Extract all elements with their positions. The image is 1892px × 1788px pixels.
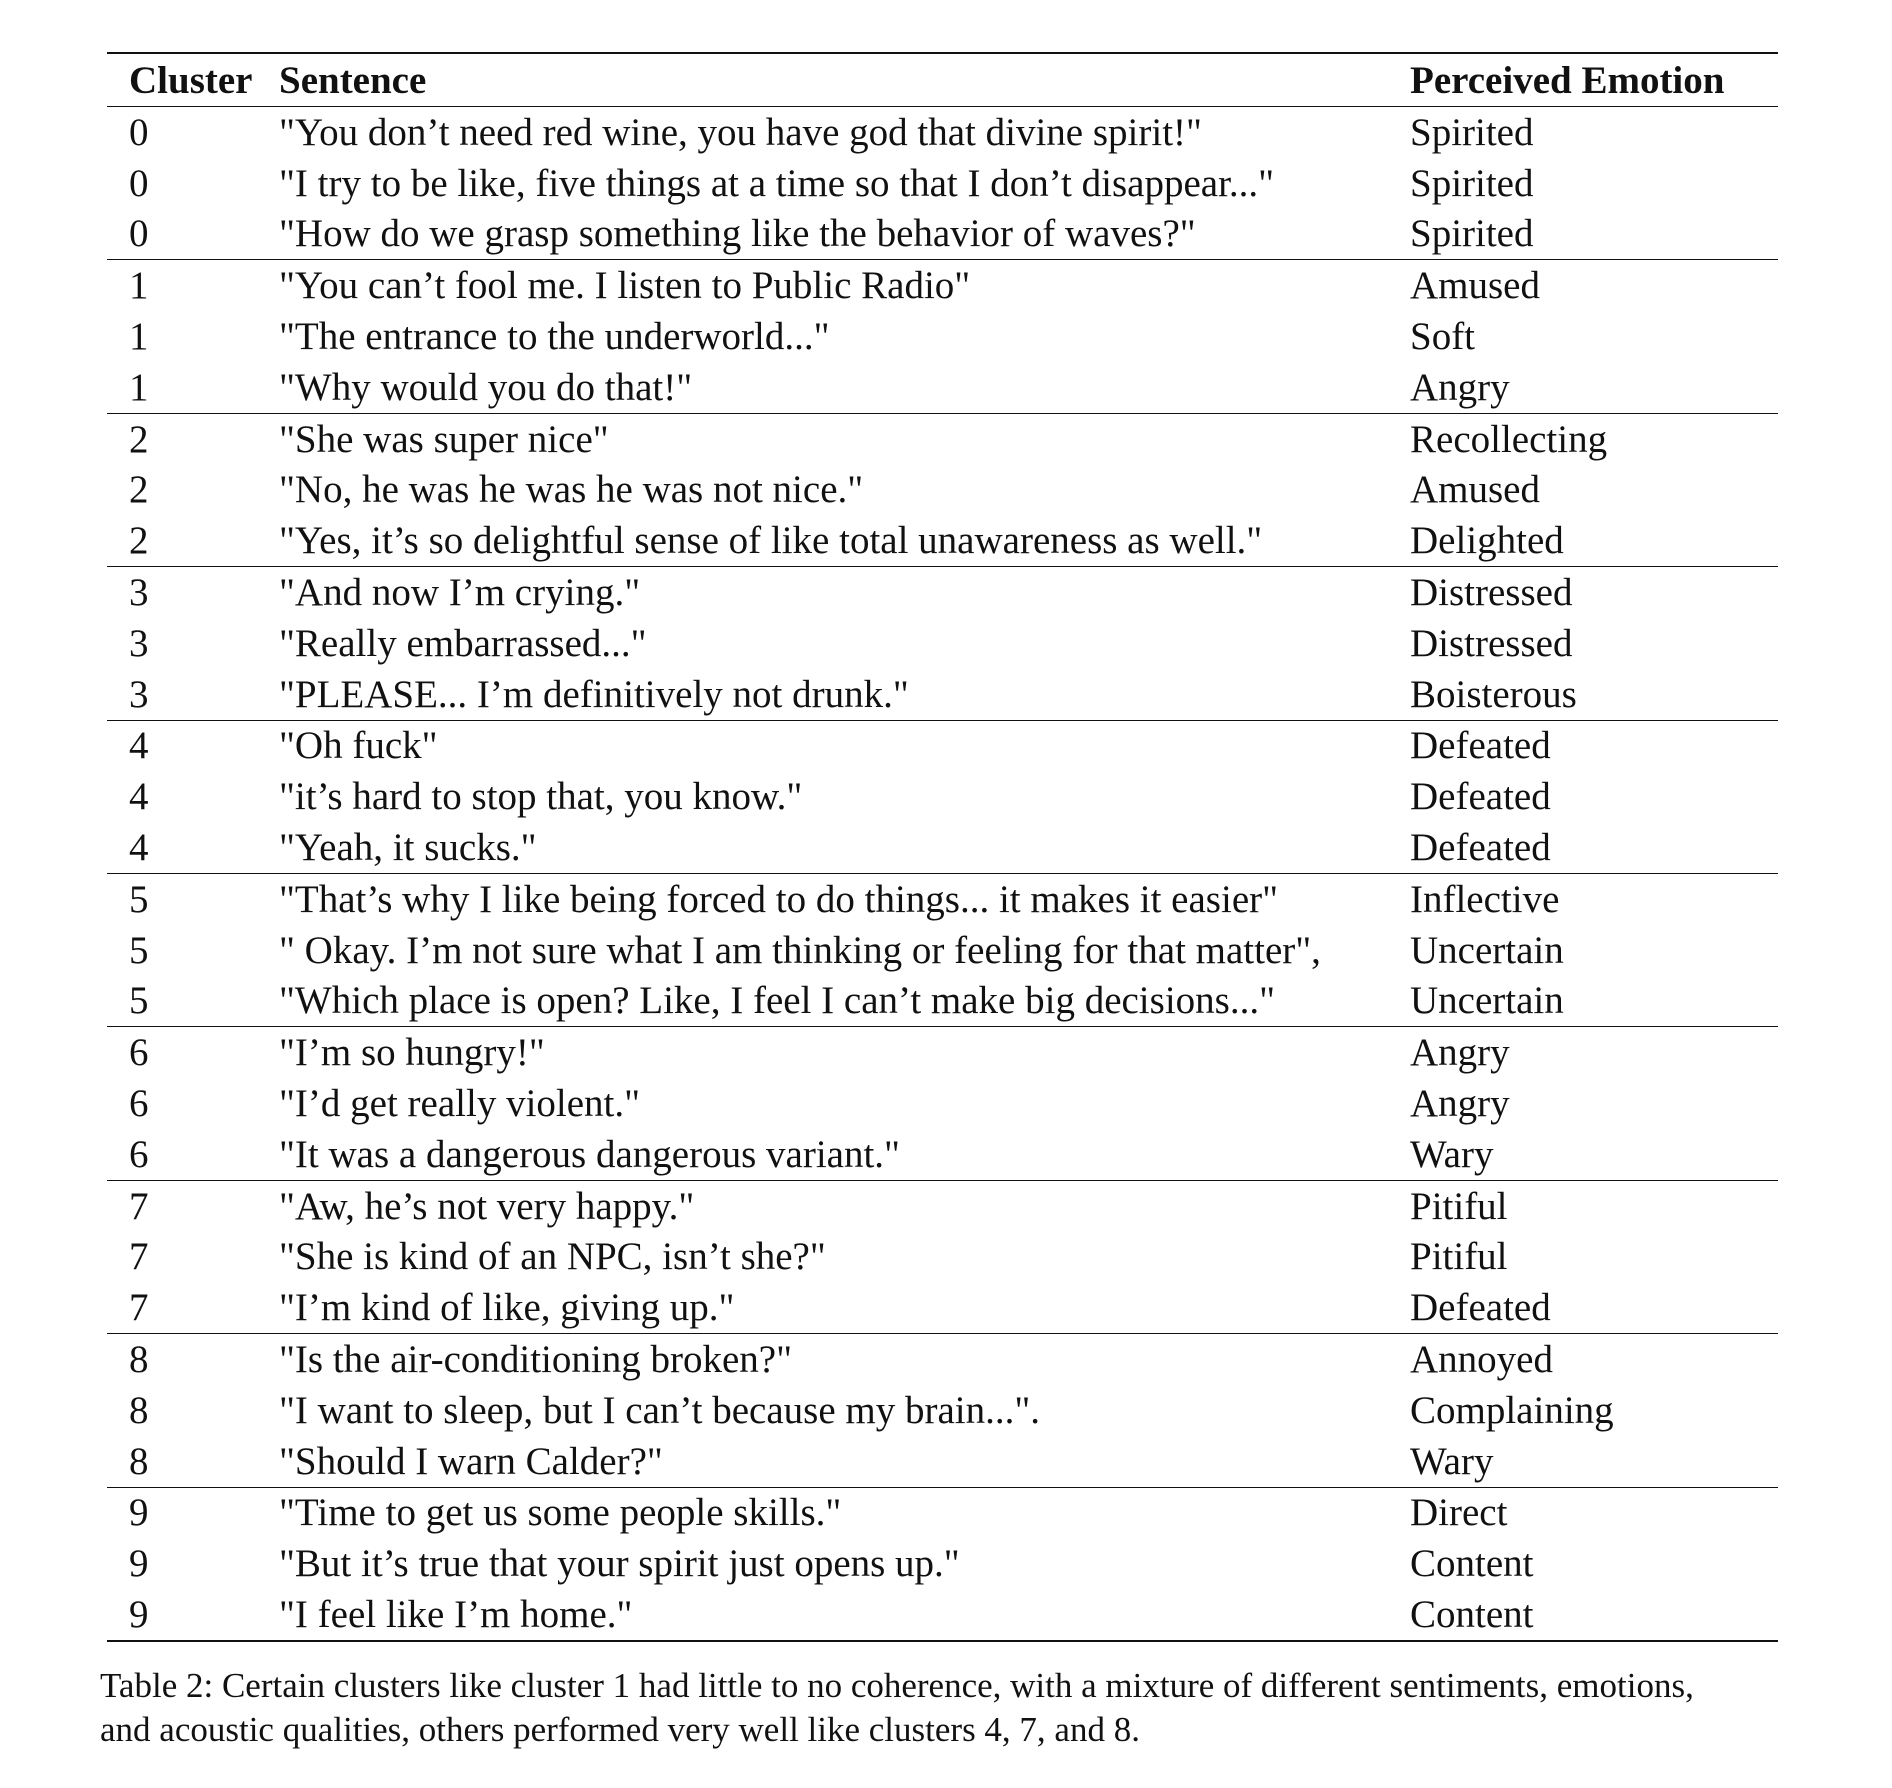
cell-sentence: "You don’t need red wine, you have god that divine spirit!": [279, 110, 1202, 154]
cell-emotion: Inflective: [1410, 877, 1560, 921]
cell-emotion: Annoyed: [1410, 1338, 1553, 1382]
cell-sentence: "Why would you do that!": [279, 365, 693, 409]
table-row: [107, 1180, 1778, 1231]
cell-emotion: Pitiful: [1410, 1184, 1508, 1228]
header-row: [107, 53, 1778, 107]
cell-sentence: "Is the air-conditioning broken?": [279, 1338, 792, 1382]
cell-sentence: "Should I warn Calder?": [279, 1439, 663, 1483]
cell-sentence: "Aw, he’s not very happy.": [279, 1184, 695, 1228]
cell-cluster: 2: [129, 519, 149, 563]
cell-sentence: "I’m so hungry!": [279, 1031, 545, 1075]
table-row: [107, 771, 1778, 822]
results-table: [107, 52, 1778, 1642]
cell-sentence: "it’s hard to stop that, you know.": [279, 775, 803, 819]
cell-cluster: 7: [129, 1235, 149, 1279]
cell-emotion: Angry: [1410, 365, 1510, 409]
table-row: [107, 1027, 1778, 1078]
cell-emotion: Amused: [1410, 264, 1540, 308]
cell-emotion: Spirited: [1410, 161, 1534, 205]
cell-cluster: 8: [129, 1338, 149, 1382]
cell-emotion: Defeated: [1410, 724, 1551, 768]
results-table-container: [107, 52, 1778, 1642]
table-row: [107, 1436, 1778, 1487]
cell-emotion: Amused: [1410, 468, 1540, 512]
header-sentence: Sentence: [279, 58, 427, 102]
table-row: [107, 1385, 1778, 1436]
cell-cluster: 3: [129, 672, 149, 716]
cell-cluster: 2: [129, 468, 149, 512]
cell-cluster: 0: [129, 212, 149, 256]
cell-sentence: "PLEASE... I’m definitively not drunk.": [279, 672, 909, 716]
table-row: [107, 158, 1778, 209]
table-row: [107, 1232, 1778, 1283]
table-row: [107, 976, 1778, 1027]
cell-emotion: Distressed: [1410, 621, 1573, 665]
table-row: [107, 925, 1778, 976]
table-row: [107, 362, 1778, 413]
cell-emotion: Spirited: [1410, 212, 1534, 256]
cell-cluster: 5: [129, 979, 149, 1023]
cell-sentence: "Yeah, it sucks.": [279, 826, 537, 870]
table-header: [107, 53, 1778, 107]
header-cluster: Cluster: [129, 58, 253, 102]
cell-sentence: "The entrance to the underworld...": [279, 315, 830, 359]
cell-emotion: Uncertain: [1410, 928, 1564, 972]
cell-cluster: 0: [129, 110, 149, 154]
cell-sentence: "But it’s true that your spirit just opens up.": [279, 1542, 960, 1586]
cell-cluster: 7: [129, 1184, 149, 1228]
cell-emotion: Boisterous: [1410, 672, 1577, 716]
cell-emotion: Delighted: [1410, 519, 1564, 563]
table-row: [107, 1282, 1778, 1333]
cell-cluster: 9: [129, 1491, 149, 1535]
cell-emotion: Uncertain: [1410, 979, 1564, 1023]
cell-cluster: 4: [129, 724, 149, 768]
cell-emotion: Defeated: [1410, 775, 1551, 819]
cell-sentence: "That’s why I like being forced to do things... it makes it easier": [279, 877, 1279, 921]
cell-sentence: "I feel like I’m home.": [279, 1593, 633, 1636]
cell-cluster: 4: [129, 826, 149, 870]
cell-sentence: "Time to get us some people skills.": [279, 1491, 842, 1535]
cell-emotion: Direct: [1410, 1491, 1508, 1535]
cell-emotion: Soft: [1410, 315, 1476, 359]
cell-emotion: Spirited: [1410, 110, 1534, 154]
cell-cluster: 5: [129, 928, 149, 972]
table-row: [107, 413, 1778, 464]
table-row: [107, 1538, 1778, 1589]
table-row: [107, 822, 1778, 873]
cell-sentence: "No, he was he was he was not nice.": [279, 468, 864, 512]
cell-sentence: "It was a dangerous dangerous variant.": [279, 1132, 900, 1176]
caption-line-1: Table 2: Certain clusters like cluster 1 had little to no coherence, with a mixture of different sentiments, emotions,: [100, 1666, 1694, 1705]
cell-emotion: Defeated: [1410, 826, 1551, 870]
cell-sentence: "Yes, it’s so delightful sense of like total unawareness as well.": [279, 519, 1263, 563]
cell-emotion: Angry: [1410, 1031, 1510, 1075]
cell-emotion: Pitiful: [1410, 1235, 1508, 1279]
cell-sentence: "I try to be like, five things at a time so that I don’t disappear...": [279, 161, 1275, 205]
cell-cluster: 2: [129, 417, 149, 461]
table-row: [107, 669, 1778, 720]
cell-cluster: 6: [129, 1031, 149, 1075]
cell-sentence: "I’d get really violent.": [279, 1082, 641, 1126]
cell-sentence: "You can’t fool me. I listen to Public Radio": [279, 264, 971, 308]
cell-cluster: 9: [129, 1542, 149, 1586]
cell-sentence: "Really embarrassed...": [279, 621, 647, 665]
header-emotion: Perceived Emotion: [1410, 58, 1725, 102]
cell-cluster: 8: [129, 1388, 149, 1432]
table-row: [107, 209, 1778, 260]
cell-cluster: 7: [129, 1286, 149, 1330]
table-row: [107, 515, 1778, 566]
cell-cluster: 3: [129, 571, 149, 615]
cell-cluster: 1: [129, 264, 149, 308]
cell-emotion: Angry: [1410, 1082, 1510, 1126]
cell-emotion: Recollecting: [1410, 417, 1608, 461]
cell-cluster: 6: [129, 1132, 149, 1176]
table-row: [107, 618, 1778, 669]
cell-emotion: Content: [1410, 1593, 1534, 1636]
table-row: [107, 260, 1778, 311]
table-row: [107, 1589, 1778, 1641]
cell-sentence: " Okay. I’m not sure what I am thinking or feeling for that matter",: [279, 928, 1321, 972]
cell-emotion: Wary: [1410, 1132, 1494, 1176]
table-row: [107, 567, 1778, 618]
table-row: [107, 465, 1778, 516]
cell-cluster: 0: [129, 161, 149, 205]
cell-cluster: 9: [129, 1593, 149, 1636]
table-row: [107, 311, 1778, 362]
table-row: [107, 1334, 1778, 1385]
cell-cluster: 1: [129, 315, 149, 359]
cell-cluster: 3: [129, 621, 149, 665]
cell-sentence: "She was super nice": [279, 417, 609, 461]
cell-cluster: 4: [129, 775, 149, 819]
table-row: [107, 1487, 1778, 1538]
cell-sentence: "Oh fuck": [279, 724, 438, 768]
cell-sentence: "Which place is open? Like, I feel I can’t make big decisions...": [279, 979, 1276, 1023]
cell-sentence: "She is kind of an NPC, isn’t she?": [279, 1235, 826, 1279]
cell-sentence: "I’m kind of like, giving up.": [279, 1286, 735, 1330]
cell-sentence: "I want to sleep, but I can’t because my brain...".: [279, 1388, 1041, 1432]
cell-emotion: Wary: [1410, 1439, 1494, 1483]
cell-emotion: Distressed: [1410, 571, 1573, 615]
cell-sentence: "And now I’m crying.": [279, 571, 641, 615]
table-row: [107, 1129, 1778, 1180]
cell-cluster: 8: [129, 1439, 149, 1483]
table-body: [107, 107, 1778, 1641]
cell-cluster: 5: [129, 877, 149, 921]
table-caption: [100, 1664, 1800, 1752]
table-row: [107, 720, 1778, 771]
table-row: [107, 1078, 1778, 1129]
cell-cluster: 1: [129, 365, 149, 409]
cell-emotion: Defeated: [1410, 1286, 1551, 1330]
table-row: [107, 107, 1778, 158]
cell-sentence: "How do we grasp something like the behavior of waves?": [279, 212, 1196, 256]
cell-emotion: Complaining: [1410, 1388, 1614, 1432]
cell-emotion: Content: [1410, 1542, 1534, 1586]
cell-cluster: 6: [129, 1082, 149, 1126]
table-row: [107, 873, 1778, 924]
caption-line-2: and acoustic qualities, others performed very well like clusters 4, 7, and 8.: [100, 1710, 1140, 1749]
